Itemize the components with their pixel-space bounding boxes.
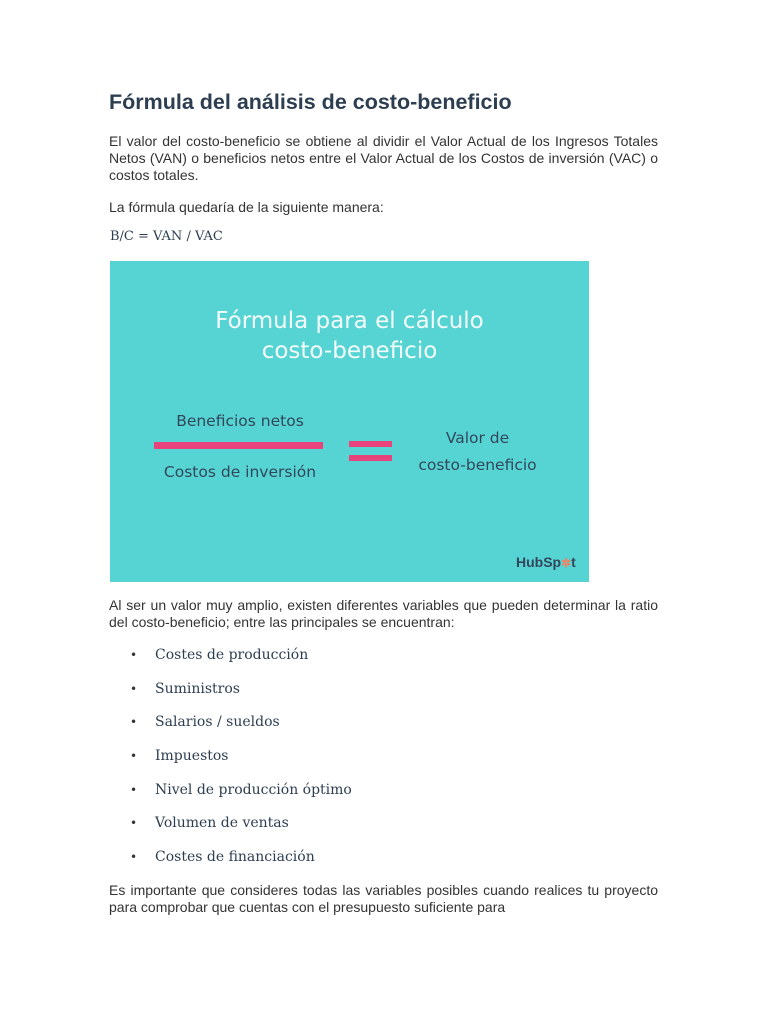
formula-text: B/C = VAN / VAC	[110, 229, 223, 244]
formula-figure	[110, 261, 589, 582]
figure-result-line-1: Valor de	[445, 429, 510, 447]
hubspot-logo-text-left: HubSp	[516, 554, 562, 570]
list-item	[130, 847, 352, 881]
figure-result-line-2: costo-beneficio	[418, 456, 537, 474]
list-item-label: Suministros	[155, 680, 240, 697]
list-item	[130, 746, 352, 780]
figure-result	[400, 425, 555, 479]
variables-list	[130, 645, 352, 881]
hubspot-logo	[516, 554, 576, 570]
bullet-icon: •	[130, 782, 138, 797]
equals-sign-icon	[349, 441, 392, 462]
list-item-label: Volumen de ventas	[155, 815, 289, 832]
bullet-icon: •	[130, 816, 138, 831]
bullet-icon: •	[130, 648, 138, 662]
list-item	[130, 813, 352, 847]
formula-intro: La fórmula quedaría de la siguiente manera:	[109, 199, 384, 215]
hubspot-logo-text-right: t	[571, 554, 576, 570]
list-item	[130, 780, 352, 814]
closing-paragraph: Es importante que consideres todas las variables posibles cuando realices tu proyecto para comprobar que cuentas con el presupuesto suficiente para	[109, 882, 658, 915]
figure-denominator: Costos de inversión	[163, 463, 317, 481]
page-title: Fórmula del análisis de costo-beneficio	[109, 90, 512, 114]
variables-intro: Al ser un valor muy amplio, existen diferentes variables que pueden determinar la ratio del costo-beneficio; entre las principales se encuentran:	[109, 597, 658, 630]
bullet-icon: •	[130, 681, 138, 696]
bullet-icon: •	[130, 715, 138, 730]
list-item	[130, 645, 352, 679]
intro-paragraph: El valor del costo-beneficio se obtiene al dividir el Valor Actual de los Ingresos Totales Netos (VAN) o beneficios netos entre el Valor Actual de los Costos de inversión (VAC) o costos totales.	[109, 133, 658, 183]
sprocket-icon: ✲	[561, 556, 572, 570]
list-item-label: Costes de financiación	[155, 849, 315, 866]
list-item	[130, 679, 352, 713]
list-item-label: Nivel de producción óptimo	[155, 781, 352, 798]
list-item-label: Impuestos	[155, 748, 229, 765]
figure-title-line-1: Fórmula para el cálculo	[215, 308, 484, 334]
figure-title	[110, 306, 589, 366]
fraction-bar	[154, 442, 323, 449]
list-item	[130, 712, 352, 746]
bullet-icon: •	[130, 749, 138, 764]
bullet-icon: •	[130, 850, 138, 865]
list-item-label: Salarios / sueldos	[155, 714, 280, 731]
figure-title-line-2: costo-beneficio	[261, 338, 438, 364]
figure-numerator: Beneficios netos	[176, 412, 304, 430]
list-item-label: Costes de producción	[155, 647, 309, 663]
